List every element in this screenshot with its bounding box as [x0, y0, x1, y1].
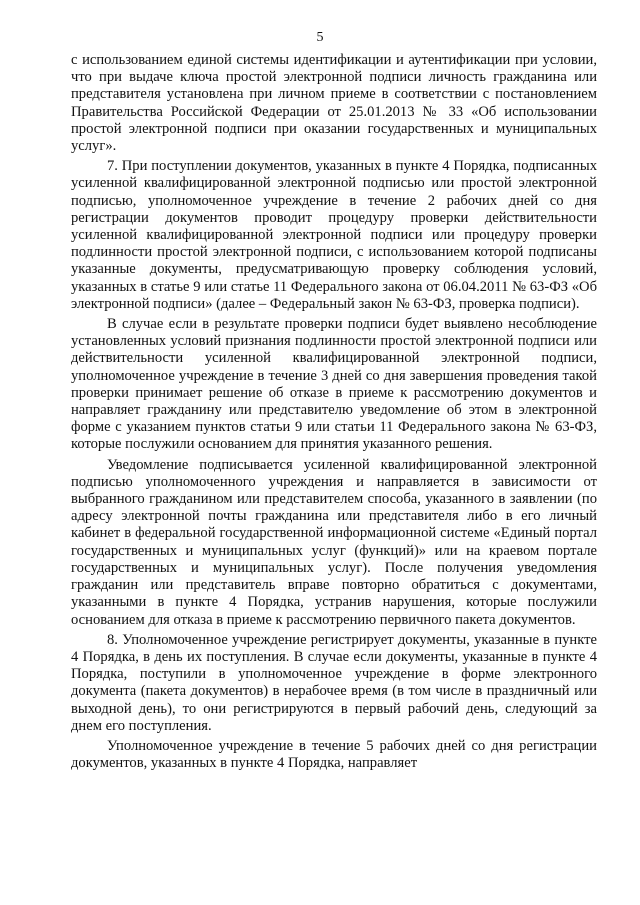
paragraph-item-7: 7. При поступлении документов, указанных в пункте 4 Порядка, подписанных усиленной квалифицированной электронной подписью или простой электронной подписью, уполномоченное учреждение в течение 2 рабочих дней со дня регистрации документов проводит процедуру проверки действительности усиленной квалифицированной электронной подписи или процедуру проверки подлинности простой электронной подписи, с использованием которой подписаны указанные документы, предусматривающую проверку соблюдения условий, указанных в статье 9 или статье 11 Федерального закона от 06.04.2011 № 63-ФЗ «Об электронной подписи» (далее – Федеральный закон № 63-ФЗ, проверка подписи). [71, 158, 597, 312]
paragraph-item-8: 8. Уполномоченное учреждение регистрирует документы, указанные в пункте 4 Порядка, в день их поступления. В случае если документы, указанные в пункте 4 Порядка, поступили в уполномоченное учреждение в форме электронного документа (пакета документов) в нерабочее время (в том числе в праздничный или выходной день), то они регистрируются в первый рабочий день, следующий за днем его поступления. [71, 631, 597, 734]
page-number: 5 [316, 30, 324, 45]
paragraph-signature-check-failure: В случае если в результате проверки подписи будет выявлено несоблюдение установленных условий признания подлинности простой электронной подписи или действительности усиленной квалифицированной электронной подписи, уполномоченное учреждение в течение 3 дней со дня завершения проведения такой проверки принимает решение об отказе в приеме к рассмотрению документов и направляет гражданину или представителю уведомление об этом в электронной форме с указанием пунктов статьи 9 или статьи 11 Федерального закона № 63-ФЗ, которые послужили основанием для принятия указанного решения. [71, 316, 597, 453]
document-body [71, 52, 597, 772]
paragraph-continuation: с использованием единой системы идентификации и аутентификации при условии, что при выдаче ключа простой электронной подписи личность гражданина или представителя установлена при личном приеме в соответствии с постановлением Правительства Российской Федерации от 25.01.2013 № 33 «Об использовании простой электронной подписи при оказании государственных и муниципальных услуг». [71, 52, 597, 155]
paragraph-registration-deadline: Уполномоченное учреждение в течение 5 рабочих дней со дня регистрации документов, указанных в пункте 4 Порядка, направляет [71, 737, 597, 772]
paragraph-notification: Уведомление подписывается усиленной квалифицированной электронной подписью уполномоченного учреждения и направляется в зависимости от выбранного гражданином или представителем способа, указанного в заявлении (по адресу электронной почты гражданина или представителя либо в его личный кабинет в федеральной государственной информационной системе «Единый портал государственных и муниципальных услуг (функций)» или на краевом портале государственных и муниципальных услуг). После получения уведомления гражданин или представитель вправе повторно обратиться с документами, указанными в пункте 4 Порядка, устранив нарушения, которые послужили основанием для отказа в приеме к рассмотрению первичного пакета документов. [71, 456, 597, 628]
